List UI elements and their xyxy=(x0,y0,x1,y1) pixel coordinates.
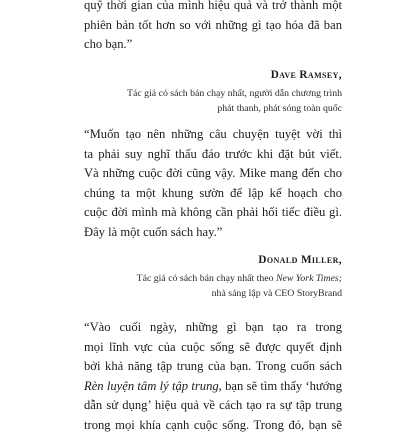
quote-line: chúng ta một khung sườn để lập kế hoạch cho xyxy=(84,185,342,200)
author-desc-miller xyxy=(92,271,342,301)
quote-line: “Vào cuối ngày, những gì bạn tạo ra trong xyxy=(84,320,342,334)
quote-line: cuộc đời mình mà không cần phải hối tiếc điều gì. xyxy=(84,205,342,220)
author-desc-line: Tác giả có sách bán chạy nhất, người dẫn chương trình xyxy=(127,88,342,99)
book-title: Rèn luyện tâm lý tập trung xyxy=(84,378,219,393)
quote-line: quỹ thời gian của mình hiệu quả và trở thành một xyxy=(84,0,342,12)
quote-line: “Muốn tạo nên những câu chuyện tuyệt vời thì xyxy=(84,127,342,141)
quote-ramsey xyxy=(84,0,342,55)
quote-line: bởi khả năng tập trung của bạn. Trong cuốn sách xyxy=(84,359,342,374)
author-name-miller: Donald Miller, xyxy=(258,254,342,266)
newspaper-title: New York Times; xyxy=(275,273,342,284)
quote-line: Và những cuộc đời cũng vậy. Mike mang đến cho xyxy=(84,166,342,181)
quote-line: dẫn sử dụng’ hiệu quả về cách tạo ra sự tập trung xyxy=(84,398,342,413)
quote-line: phiên bản tốt hơn so với những gì tạo hóa đã ban xyxy=(84,17,342,32)
quote-line: cho bạn.” xyxy=(84,37,133,52)
quote-line: mọi lĩnh vực của cuộc sống sẽ được quyết định xyxy=(84,339,342,354)
author-desc-line xyxy=(92,271,342,286)
quote-line xyxy=(84,377,342,397)
author-desc-line: nhà sáng lập và CEO StoryBrand xyxy=(211,288,342,299)
author-desc-line: phát thanh, phát sóng toàn quốc xyxy=(217,103,342,114)
quote-text: , bạn sẽ tìm thấy ‘hướng xyxy=(218,378,342,393)
quote-line: ta phải suy nghĩ thấu đáo trước khi đặt bút viết. xyxy=(84,146,342,161)
author-name-ramsey: Dave Ramsey, xyxy=(270,69,342,81)
quote-miller xyxy=(84,125,342,243)
quote-line: Đây là một cuốn sách hay.” xyxy=(84,224,223,239)
quote-third xyxy=(84,318,342,436)
author-desc-ramsey xyxy=(92,86,342,116)
author-desc-text: Tác giả có sách bán chạy nhất theo xyxy=(136,273,276,284)
quote-line: trong mọi khía cạnh cuộc sống. Trong đó, bạn sẽ xyxy=(84,417,342,432)
